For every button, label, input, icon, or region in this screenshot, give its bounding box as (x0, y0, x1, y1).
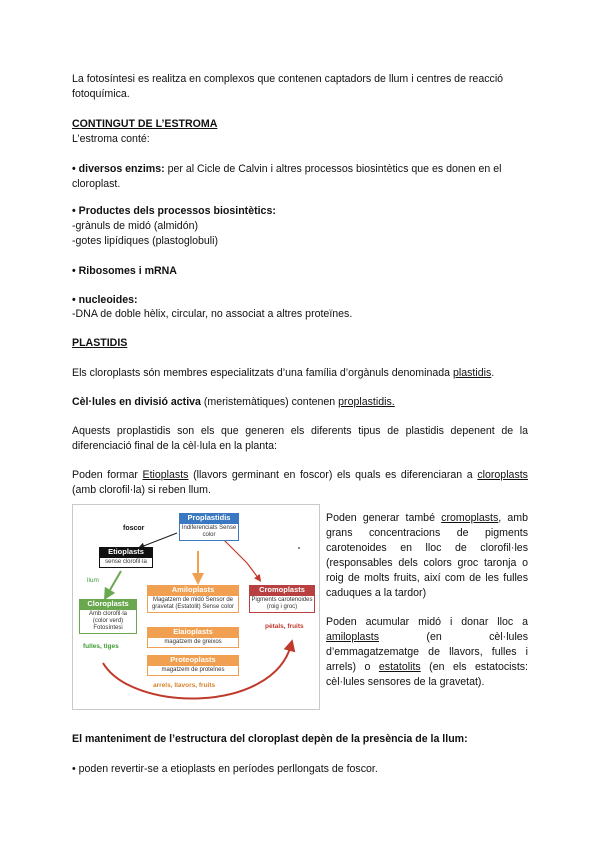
side2-text-a: Poden acumular midó i donar lloc a (326, 616, 528, 628)
amiloplasts-body: Magatzem de midó Sensor de gravetat (Estatolit) Sense color (147, 595, 239, 613)
cromoplasts-body: Pigments carotenoides (roig i groc) (249, 595, 315, 613)
elaioplasts-box (147, 627, 239, 648)
cloroplasts-title: Cloroplasts (79, 599, 137, 609)
p4-text-c: (amb clorofil·la) si reben llum. (72, 484, 211, 496)
estatolits-link[interactable]: estatolits (378, 661, 421, 673)
dividing-cells-label: Cèl·lules en divisió activa (72, 396, 201, 408)
cromoplasts-box (249, 585, 315, 613)
etioplasts-title: Etioplasts (99, 547, 153, 557)
products-item-1: -grànuls de midó (almidón) (72, 220, 199, 232)
arrow-proplastid-cromoplast (219, 535, 259, 579)
enzymes-paragraph (72, 162, 528, 192)
cloroplasts-box (79, 599, 137, 634)
proplastidis-body: Indiferenciats Sense color (179, 523, 239, 541)
p1-end: . (491, 367, 495, 379)
intro-paragraph: La fotosíntesi es realitza en complexos que contenen captadors de llum i centres de reacció fotoquímica. (72, 73, 504, 100)
p1-text: Els cloroplasts són membres especialitzats d’una família d’orgànuls denominada (72, 367, 453, 379)
arrow-etioplast-cloroplast (107, 571, 121, 595)
p2-text: (meristemàtiques) contenen (200, 396, 339, 408)
products-item-2: -gotes lipídiques (plastoglobuli) (72, 235, 219, 247)
llum-label: llum (87, 577, 99, 584)
side-paragraph-2 (326, 615, 528, 690)
proplastidis-box (179, 513, 239, 541)
etioplasts-link[interactable]: Etioplasts (142, 469, 189, 481)
stroma-intro: L’estroma conté: (72, 133, 150, 145)
side2-text-c: (en els estatocists: cèl·lules sensores de la gravetat). (326, 661, 528, 688)
amiloplasts-link[interactable]: amiloplasts (326, 631, 379, 643)
nucleoids-label: • nucleoides: (72, 294, 138, 306)
plastids-paragraph-3: Aquests proplastidis son els que generen els diferents tipus de plastidis depenent de la diferenciació final de la cèl·lula en la planta: (72, 425, 528, 452)
amiloplasts-title: Amiloplasts (147, 585, 239, 595)
plastids-heading: PLASTIDIS (72, 337, 128, 349)
fulles-tiges-label: fulles, tiges (83, 643, 119, 650)
proplastidis-title: Proplastidis (179, 513, 239, 523)
enzymes-text: per al Cicle de Calvin i altres processos biosintètics que es donen en el cloroplast. (72, 163, 502, 190)
etioplasts-box (99, 547, 153, 568)
arrels-label: arrels, llavors, fruits (153, 682, 216, 689)
plastids-paragraph-2 (72, 395, 528, 410)
plastids-paragraph-4 (72, 468, 528, 498)
side1-text-a: Poden generar també (326, 512, 442, 524)
cloroplasts-link[interactable]: cloroplasts (477, 469, 528, 481)
elaioplasts-title: Elaioplasts (147, 627, 239, 637)
cromoplasts-title: Cromoplasts (249, 585, 315, 595)
p4-text-b: (llavors germinant en foscor) els quals es diferenciaran a (188, 469, 478, 481)
foscor-label: foscor (123, 525, 145, 532)
amiloplasts-box (147, 585, 239, 613)
ribosomes-label: • Ribosomes i mRNA (72, 265, 177, 277)
petals-label: pètals, fruits (265, 623, 304, 630)
nucleoids-text: -DNA de doble hèlix, circular, no associat a altres proteïnes. (72, 308, 353, 320)
proplastidis-link[interactable]: proplastidis. (338, 396, 395, 408)
products-label: • Productes dels processos biosintètics: (72, 205, 276, 217)
arrow-proplastid-etioplast (141, 533, 177, 547)
enzymes-label: • diversos enzims: (72, 163, 165, 175)
side-paragraph-1 (326, 511, 528, 601)
proteoplasts-box (147, 655, 239, 676)
stroma-heading: CONTINGUT DE L’ESTROMA (72, 118, 218, 130)
cloroplasts-body: Amb clorofil·la (color verd) Fotosíntesi (79, 609, 137, 634)
p4-text-a: Poden formar (72, 469, 143, 481)
plastid-diagram (72, 504, 320, 710)
plastidis-link[interactable]: plastidis (452, 367, 492, 379)
elaioplasts-body: magatzem de greixos (147, 637, 239, 648)
stray-mark (298, 547, 300, 549)
side2-text-b: (en cèl·lules d’emmagatzematge de llavors, fulles i arrels) o (326, 631, 528, 673)
cromoplasts-link[interactable]: cromoplasts (441, 512, 499, 524)
side1-text-b: , amb grans concentracions de pigments carotenoides en lloc de clorofil·les (responsables dels colors groc taronja o roig de molts fruits, així com de les fulles caduques a la tardor) (326, 512, 529, 599)
plastids-paragraph-1 (72, 366, 528, 381)
etioplasts-body: sense clorofil·la (99, 557, 153, 568)
proteoplasts-body: magatzem de proteïnes (147, 665, 239, 676)
maintenance-heading: El manteniment de l’estructura del cloroplast depèn de la presència de la llum: (72, 733, 468, 745)
proteoplasts-title: Proteoplasts (147, 655, 239, 665)
maintenance-bullet: • poden revertir-se a etioplasts en períodes perllongats de foscor. (72, 763, 378, 775)
